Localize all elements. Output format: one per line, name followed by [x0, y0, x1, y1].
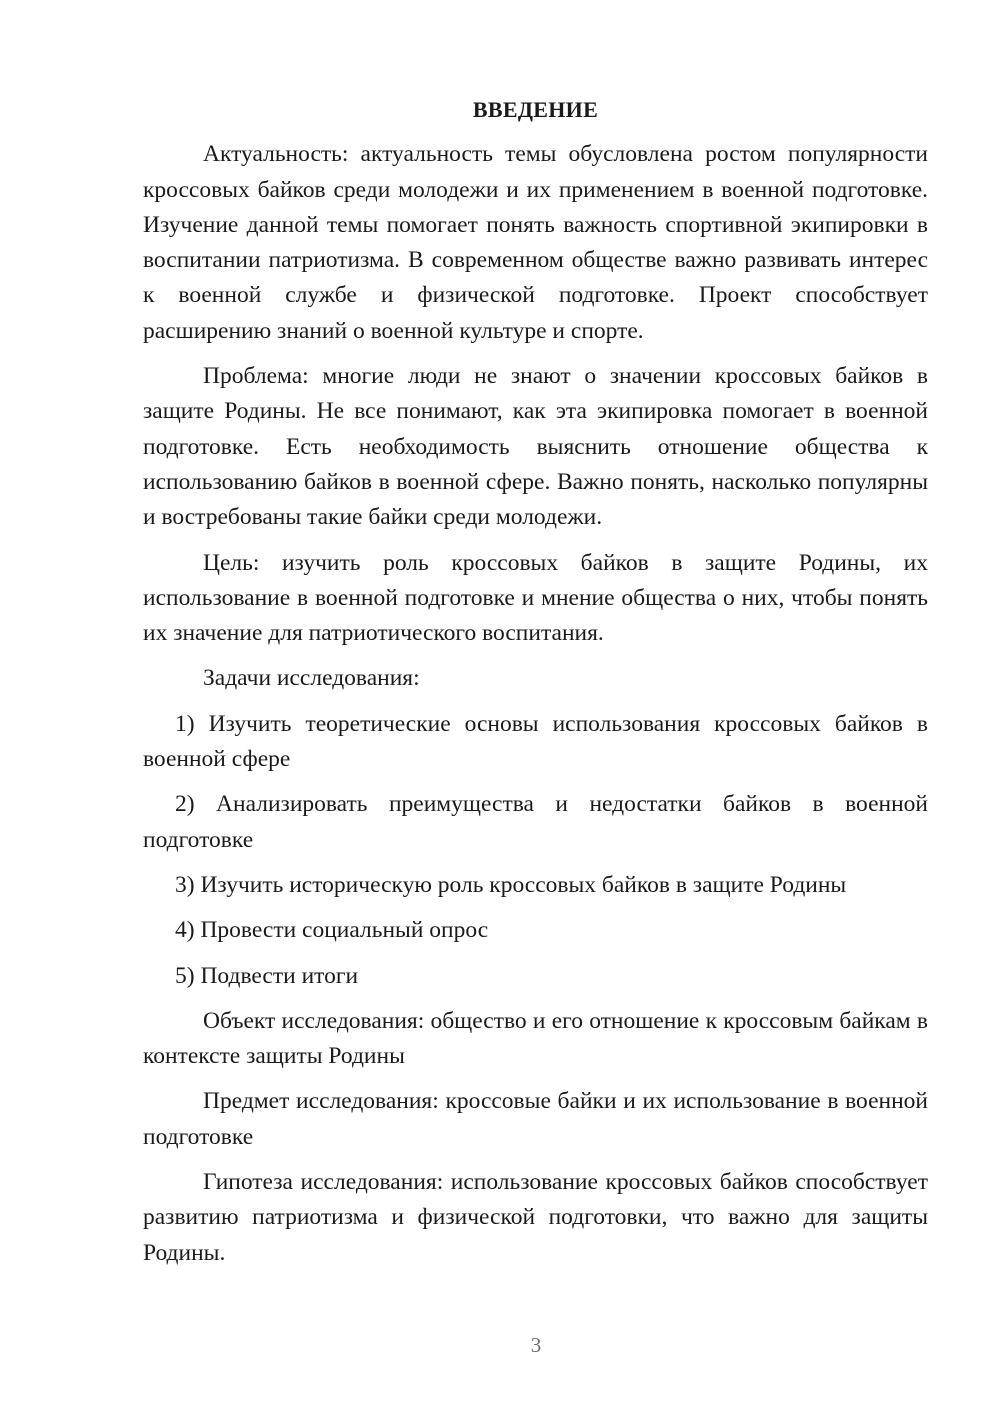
task-item: 1) Изучить теоретические основы использования кроссовых байков в военной сфере: [143, 710, 928, 773]
relevance-paragraph: Актуальность: актуальность темы обусловлена ростом популярности кроссовых байков среди молодежи и их применением в военной подготовке. Изучение данной темы помогает понять важность спортивной экипировки в воспитании патриотизма. В современном обществе важно развивать интерес к военной службе и физической подготовке. Проект способствует расширению знаний о военной культуре и спорте.: [143, 141, 928, 344]
tasks-heading: Задачи исследования:: [203, 665, 420, 692]
object-paragraph: Объект исследования: общество и его отношение к кроссовым байкам в контексте защиты Родины: [143, 1007, 928, 1070]
task-item: 3) Изучить историческую роль кроссовых байков в защите Родины: [175, 871, 847, 898]
page-content: [143, 92, 928, 1281]
goal-paragraph: Цель: изучить роль кроссовых байков в защите Родины, их использование в военной подготовке и мнение общества о них, чтобы понять их значение для патриотического воспитания.: [143, 549, 928, 647]
subject-paragraph: Предмет исследования: кроссовые байки и их использование в военной подготовке: [143, 1088, 928, 1150]
task-item: 4) Провести социальный опрос: [175, 917, 489, 944]
page-title: ВВЕДЕНИЕ: [472, 97, 599, 122]
page-number: 3: [530, 1333, 542, 1357]
task-item: 2) Анализировать преимущества и недостатки байков в военной подготовке: [143, 791, 928, 853]
hypothesis-paragraph: Гипотеза исследования: использование кроссовых байков способствует развитию патриотизма и физической подготовки, что важно для защиты Родины.: [143, 1169, 928, 1266]
task-item: 5) Подвести итоги: [175, 962, 359, 989]
problem-paragraph: Проблема: многие люди не знают о значении кроссовых байков в защите Родины. Не все понимают, как эта экипировка помогает в военной подготовке. Есть необходимость выяснить отношение общества к использованию байков в военной сфере. Важно понять, насколько популярны и востребованы такие байки среди молодежи.: [143, 363, 928, 531]
